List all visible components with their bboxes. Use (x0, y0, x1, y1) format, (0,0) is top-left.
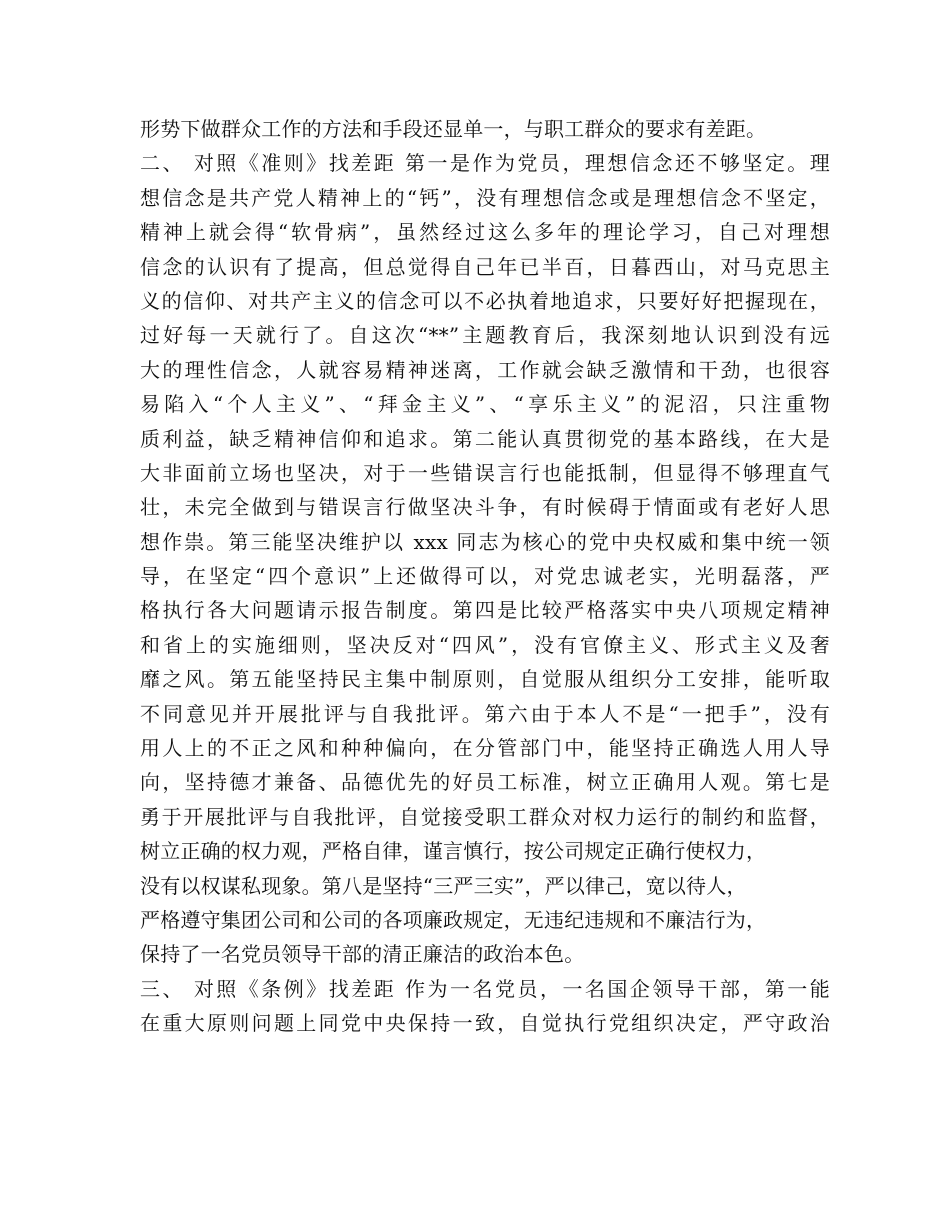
text-line: 大的理性信念，人就容易精神迷离，工作就会缺乏激情和干劲，也很容 (140, 357, 830, 382)
text-line: 树立正确的权力观，严格自律，谨言慎行，按公司规定正确行使权力， (140, 839, 767, 864)
text-line: 过好每一天就行了。自这次“**”主题教育后，我深刻地认识到没有远 (140, 323, 830, 348)
text-line: 精神上就会得“软骨病”，虽然经过这么多年的理论学习，自己对理想 (140, 220, 830, 245)
text-line: 二、 对照《准则》找差距 第一是作为党员，理想信念还不够坚定。理 (140, 151, 830, 176)
text-line: 不同意见并开展批评与自我批评。第六由于本人不是“一把手”，没有 (140, 701, 830, 726)
text-line: 格执行各大问题请示报告制度。第四是比较严格落实中央八项规定精神 (140, 598, 830, 623)
text-line: 勇于开展批评与自我批评，自觉接受职工群众对权力运行的制约和监督， (140, 804, 830, 829)
text-line: 质利益，缺乏精神信仰和追求。第二能认真贯彻党的基本路线，在大是 (140, 426, 830, 451)
document-page (140, 112, 830, 1041)
text-line: 用人上的不正之风和种种偏向，在分管部门中，能坚持正确选人用人导 (140, 736, 830, 761)
text-line: 保持了一名党员领导干部的清正廉洁的政治本色。 (140, 942, 585, 967)
text-line: 大非面前立场也坚决，对于一些错误言行也能抵制，但显得不够理直气 (140, 460, 830, 485)
text-line: 信念的认识有了提高，但总觉得自己年已半百，日暮西山，对马克思主 (140, 254, 830, 279)
text-line: 形势下做群众工作的方法和手段还显单一，与职工群众的要求有差距。 (140, 117, 767, 141)
text-line: 导，在坚定“四个意识”上还做得可以，对党忠诚老实，光明磊落，严 (140, 564, 830, 589)
text-line: 易陷入“个人主义”、“拜金主义”、“享乐主义”的泥沼，只注重物 (140, 392, 830, 417)
text-line: 在重大原则问题上同党中央保持一致，自觉执行党组织决定，严守政治 (140, 1011, 830, 1036)
text-line: 想信念是共产党人精神上的“钙”，没有理想信念或是理想信念不坚定， (140, 185, 830, 210)
text-line: 向，坚持德才兼备、品德优先的好员工标准，树立正确用人观。第七是 (140, 770, 830, 795)
text-line: 壮，未完全做到与错误言行做坚决斗争，有时候碍于情面或有老好人思 (140, 495, 830, 520)
text-line: 靡之风。第五能坚持民主集中制原则，自觉服从组织分工安排，能听取 (140, 667, 830, 692)
text-line: 想作祟。第三能坚决维护以 xxx 同志为核心的党中央权威和集中统一领 (140, 529, 830, 554)
text-line: 义的信仰、对共产主义的信念可以不必执着地追求，只要好好把握现在， (140, 288, 830, 313)
text-line: 没有以权谋私现象。第八是坚持“三严三实”，严以律己，宽以待人， (140, 873, 747, 898)
text-line: 三、 对照《条例》找差距 作为一名党员，一名国企领导干部，第一能 (140, 976, 830, 1001)
text-line: 严格遵守集团公司和公司的各项廉政规定，无违纪违规和不廉洁行为， (140, 907, 767, 932)
text-line: 和省上的实施细则，坚决反对“四风”，没有官僚主义、形式主义及奢 (140, 632, 830, 657)
